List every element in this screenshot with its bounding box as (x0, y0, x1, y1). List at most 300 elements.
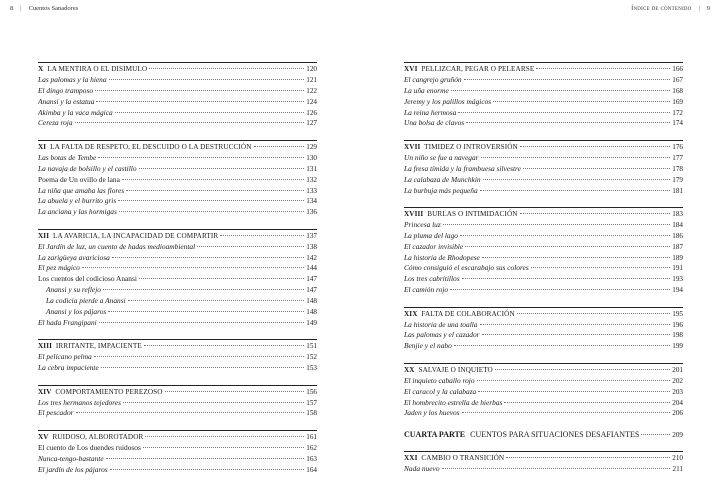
heading-text (38, 341, 142, 352)
toc-entry[interactable] (38, 443, 317, 454)
page-number: 169 (672, 97, 683, 106)
dot-leader (139, 278, 304, 279)
toc-entry[interactable] (404, 86, 683, 97)
toc-entry[interactable] (38, 465, 317, 476)
section-title: Índice de contenido (631, 4, 692, 12)
toc-entry[interactable] (38, 186, 317, 197)
page-number: 198 (672, 331, 683, 340)
entry-title: La abuela y el burrito gris (38, 196, 117, 206)
chapter-number: XV (38, 432, 49, 441)
dot-leader (95, 90, 304, 91)
dot-leader (482, 334, 671, 335)
chapter-title: FALTA DE COLABORACIÓN (421, 309, 515, 318)
chapter-heading-row[interactable] (38, 341, 317, 352)
dot-leader (495, 369, 670, 370)
toc-entry[interactable] (38, 274, 317, 285)
toc-entry[interactable] (404, 285, 683, 296)
dot-leader (197, 246, 304, 247)
page-number: 194 (672, 286, 683, 295)
dot-leader (504, 402, 670, 403)
page-number: 122 (306, 86, 317, 95)
toc-entry[interactable] (404, 387, 683, 398)
dot-leader (481, 157, 671, 158)
left-page-header (10, 0, 78, 16)
dot-leader (482, 257, 670, 258)
toc-entry[interactable] (404, 242, 683, 253)
entry-title: El camión rojo (404, 285, 449, 295)
chapter-heading-row[interactable] (38, 64, 317, 75)
toc-entry[interactable] (38, 242, 317, 253)
page-number: 191 (672, 264, 683, 273)
toc-entry[interactable] (404, 320, 683, 331)
page-number: 161 (306, 432, 317, 441)
toc-entry[interactable] (404, 274, 683, 285)
chapter-heading-row[interactable] (404, 209, 683, 220)
chapter-title: SALVAJE O INQUIETO (418, 365, 493, 374)
chapter-rule (404, 307, 683, 308)
toc-chapter (404, 451, 683, 475)
part-title: CUENTOS PARA SITUACIONES DESAFIANTES (470, 429, 640, 439)
heading-text (38, 387, 163, 398)
page-number: 124 (306, 97, 317, 106)
chapter-rule (38, 62, 317, 63)
section-spacer (404, 296, 683, 307)
dot-leader (94, 356, 304, 357)
chapter-rule (38, 339, 317, 340)
chapter-number: XXI (404, 454, 418, 463)
heading-text (404, 309, 515, 320)
page-number: 156 (306, 387, 317, 396)
dot-leader (139, 168, 305, 169)
heading-text (404, 430, 639, 441)
dot-leader (466, 122, 670, 123)
toc-entry[interactable] (38, 75, 317, 86)
right-page-number: 9 (706, 4, 710, 12)
dot-leader (108, 311, 304, 312)
chapter-number: XVII (404, 142, 421, 151)
toc-entry[interactable] (38, 118, 317, 129)
toc-entry[interactable] (404, 408, 683, 419)
entry-title: Los tres cabritillos (404, 274, 460, 284)
toc-entry[interactable] (38, 108, 317, 119)
page-number: 193 (672, 275, 683, 284)
left-page-number: 8 (10, 4, 14, 12)
page-number: 181 (672, 186, 683, 195)
dot-leader (123, 402, 304, 403)
dot-leader (149, 68, 304, 69)
toc-entry[interactable] (38, 175, 317, 186)
page-number: 129 (306, 142, 317, 151)
page-number: 183 (672, 209, 683, 218)
dot-leader (536, 68, 670, 69)
page-number: 152 (306, 353, 317, 362)
entry-title: Jeremy y los palillos mágicos (404, 96, 492, 106)
toc-entry[interactable] (38, 363, 317, 374)
chapter-number: XII (38, 231, 50, 240)
entry-title: La historia de Rhodopese (404, 252, 480, 262)
section-spacer (38, 218, 317, 229)
page-number: 130 (306, 153, 317, 162)
chapter-number: XVI (404, 65, 418, 73)
toc-entry[interactable] (404, 464, 683, 475)
dot-leader (465, 246, 670, 247)
section-spacer (404, 196, 683, 207)
chapter-number: XIX (404, 309, 418, 318)
chapter-rule (38, 385, 317, 386)
toc-entry[interactable] (404, 330, 683, 341)
page-number: 196 (672, 320, 683, 329)
heading-text (404, 142, 518, 153)
dot-leader (96, 101, 304, 102)
page-number: 195 (672, 309, 683, 318)
toc-entry[interactable] (38, 153, 317, 164)
entry-title: La niña que amaba las flores (38, 185, 125, 195)
entry-title: La navaja de bolsillo y el castillo (38, 163, 137, 173)
page-number: 209 (672, 430, 683, 439)
chapter-heading-row[interactable] (404, 453, 683, 464)
toc-chapter (404, 307, 683, 353)
chapter-number: X (38, 65, 44, 73)
chapter-heading-row[interactable] (404, 64, 683, 75)
toc-entry[interactable] (38, 86, 317, 97)
toc-entry[interactable] (38, 398, 317, 409)
toc-entry[interactable] (38, 408, 317, 419)
dot-leader (506, 457, 670, 458)
toc-entry[interactable] (404, 376, 683, 387)
page-number: 179 (672, 175, 683, 184)
dot-leader (462, 412, 671, 413)
entry-title: La zarigüeya avariciosa (38, 252, 110, 262)
page-number: 201 (672, 365, 683, 374)
toc-entry[interactable] (404, 186, 683, 197)
header-separator: | (20, 4, 22, 12)
toc-right-column (404, 62, 683, 475)
entry-title: La historia de una toalla (404, 319, 478, 329)
entry-title: La uña enorme (404, 85, 449, 95)
dot-leader (112, 257, 304, 258)
page-number: 149 (306, 318, 317, 327)
page-number: 127 (306, 119, 317, 128)
chapter-title: IRRITANTE, IMPACIENTE (55, 342, 142, 351)
entry-title: Jaden y los huevos (404, 408, 460, 418)
toc-chapter (404, 140, 683, 196)
toc-entry[interactable] (404, 398, 683, 409)
dot-leader (98, 157, 304, 158)
chapter-heading-row[interactable] (404, 365, 683, 376)
entry-title: Cómo consiguió el escarabajo sus colores (404, 263, 529, 273)
page-number: 177 (672, 153, 683, 162)
page-number: 162 (306, 443, 317, 452)
entry-title: El Jardín de luz, un cuento de hadas medioambiental (38, 241, 196, 251)
toc-entry[interactable] (38, 352, 317, 363)
part-heading-row[interactable] (404, 430, 683, 441)
page-number: 157 (306, 398, 317, 407)
section-spacer (38, 419, 317, 430)
chapter-number: XX (404, 365, 415, 374)
toc-entry[interactable] (38, 207, 317, 218)
page-number: 166 (672, 65, 683, 73)
entry-title: Poema de Un ovillo de lana (38, 174, 120, 184)
entry-title: La burbuja más pequeña (404, 185, 478, 195)
page-number: 133 (306, 186, 317, 195)
toc-chapter (404, 363, 683, 419)
toc-chapter (38, 430, 317, 476)
heading-text (404, 209, 518, 220)
chapter-heading-row[interactable] (404, 142, 683, 153)
entry-title: El pescador (38, 408, 74, 418)
dot-leader (118, 200, 304, 201)
dot-leader (119, 211, 304, 212)
entry-title: La fresa tímida y la frambuesa silvestre (404, 163, 521, 173)
heading-text (38, 64, 147, 75)
page-number: 147 (306, 275, 317, 284)
toc-entry[interactable] (38, 285, 317, 296)
dot-leader (478, 391, 670, 392)
dot-leader (477, 380, 671, 381)
dot-leader (523, 168, 670, 169)
page-number: 186 (672, 231, 683, 240)
page-number: 206 (672, 409, 683, 418)
dot-leader (220, 235, 304, 236)
toc-entry[interactable] (404, 341, 683, 352)
toc-entry[interactable] (404, 175, 683, 186)
chapter-heading-row[interactable] (38, 432, 317, 443)
page-number: 137 (306, 231, 317, 240)
dot-leader (517, 313, 670, 314)
toc-chapter (38, 339, 317, 374)
page-number: 211 (672, 465, 683, 474)
chapter-heading-row[interactable] (404, 309, 683, 320)
page-number: 189 (672, 253, 683, 262)
entry-title: El inquieto caballo rojo (404, 375, 475, 385)
page-number: 120 (306, 65, 317, 73)
toc-entry[interactable] (38, 196, 317, 207)
chapter-title: TIMIDEZ O INTROVERSIÓN (424, 142, 518, 151)
heading-text (38, 231, 218, 242)
page-number: 142 (306, 253, 317, 262)
chapter-rule (38, 229, 317, 230)
entry-title: Las botas de Tembe (38, 152, 97, 162)
chapter-title: CAMBIO O TRANSICIÓN (421, 454, 505, 463)
page-number: 151 (306, 342, 317, 351)
page-number: 210 (672, 454, 683, 463)
section-spacer (38, 129, 317, 140)
toc-entry[interactable] (38, 296, 317, 307)
entry-title: El cazador invisible (404, 241, 464, 251)
dot-leader (254, 146, 305, 147)
chapter-heading-row[interactable] (38, 387, 317, 398)
entry-title: El jardín de los pájaros (38, 464, 108, 474)
toc-entry[interactable] (404, 220, 683, 231)
chapter-title: COMPORTAMIENTO PEREZOSO (55, 387, 163, 396)
dot-leader (103, 289, 304, 290)
entry-title: La cebra impaciente (38, 363, 99, 373)
entry-title: Un niño se fue a navegar (404, 152, 479, 162)
dot-leader (450, 289, 670, 290)
dot-leader (460, 235, 670, 236)
book-title: Cuentos Sanadores (28, 4, 79, 12)
entry-title: Las palomas y la hiena (38, 74, 107, 84)
page-number: 187 (672, 242, 683, 251)
entry-title: Los cuentos del codicioso Anansi (38, 274, 137, 284)
page-number: 184 (672, 220, 683, 229)
toc-entry[interactable] (404, 118, 683, 129)
chapter-rule (404, 363, 683, 364)
entry-title: Nunca-tengo-bastante (38, 453, 104, 463)
section-spacer (404, 419, 683, 430)
entry-title: Akimba y la vaca mágica (38, 107, 113, 117)
entry-title: La pluma del lago (404, 230, 458, 240)
dot-leader (126, 190, 304, 191)
chapter-number: XI (38, 142, 47, 151)
entry-title: El cangrejo gruñón (404, 74, 462, 84)
dot-leader (454, 345, 670, 346)
dot-leader (145, 436, 304, 437)
chapter-rule (404, 140, 683, 141)
toc-entry[interactable] (38, 307, 317, 318)
toc-entry[interactable] (404, 153, 683, 164)
dot-leader (106, 458, 305, 459)
page-number: 174 (672, 119, 683, 128)
page-number: 203 (672, 387, 683, 396)
chapter-number: XIV (38, 387, 52, 396)
entry-title: La anciana y las hormigas (38, 207, 117, 217)
toc-entry[interactable] (404, 75, 683, 86)
toc-entry[interactable] (404, 97, 683, 108)
entry-title: El pez mágico (38, 263, 80, 273)
toc-entry[interactable] (38, 97, 317, 108)
chapter-rule (38, 430, 317, 431)
page-number: 126 (306, 108, 317, 117)
entry-title: Una bolsa de clavos (404, 118, 465, 128)
heading-text (38, 142, 252, 153)
toc-entry[interactable] (404, 164, 683, 175)
toc-entry[interactable] (404, 253, 683, 264)
toc-entry[interactable] (38, 263, 317, 274)
toc-entry[interactable] (404, 263, 683, 274)
page-number: 164 (306, 465, 317, 474)
chapter-rule (404, 207, 683, 208)
page-number: 136 (306, 208, 317, 217)
section-spacer (404, 441, 683, 452)
entry-title: Benjie y el nabo (404, 341, 452, 351)
toc-entry[interactable] (404, 108, 683, 119)
page-number: 153 (306, 364, 317, 373)
chapter-title: BURLAS O INTIMIDACIÓN (427, 209, 518, 218)
page-number: 168 (672, 86, 683, 95)
dot-leader (458, 112, 670, 113)
toc-left-column (38, 62, 317, 475)
dot-leader (144, 345, 304, 346)
dot-leader (143, 447, 304, 448)
entry-title: El pelícano pelma (38, 352, 92, 362)
entry-title: El dingo tramposo (38, 85, 94, 95)
section-spacer (38, 374, 317, 385)
page-number: 204 (672, 398, 683, 407)
heading-text (404, 453, 504, 464)
page-number: 131 (306, 164, 317, 173)
chapter-heading-row[interactable] (38, 231, 317, 242)
dot-leader (442, 468, 671, 469)
entry-title: Cereza roja (38, 118, 73, 128)
page-number: 148 (306, 308, 317, 316)
chapter-rule (404, 451, 683, 452)
chapter-number: XIII (38, 342, 52, 351)
dot-leader (480, 190, 671, 191)
dot-leader (99, 322, 305, 323)
toc-chapter (404, 207, 683, 296)
toc-chapter (38, 385, 317, 420)
dot-leader (483, 179, 671, 180)
page-number: 121 (306, 75, 317, 84)
entry-title: Princesa luz (404, 219, 441, 229)
toc-chapter (404, 62, 683, 129)
dot-leader (110, 469, 305, 470)
chapter-rule (38, 140, 317, 141)
entry-title: Anansi y su reflejo (46, 285, 101, 295)
page-number: 132 (306, 175, 317, 184)
toc-entry[interactable] (38, 164, 317, 175)
toc-chapter (38, 62, 317, 129)
page-number: 176 (672, 142, 683, 151)
page-number: 147 (306, 286, 317, 295)
page-number: 148 (306, 297, 317, 306)
page-number: 202 (672, 376, 683, 385)
heading-text (404, 64, 534, 75)
dot-leader (76, 412, 305, 413)
chapter-title: PELLIZCAR, PEGAR O PELEARSE (421, 65, 535, 73)
toc-chapter (38, 140, 317, 218)
page-number: 144 (306, 264, 317, 273)
dot-leader (641, 434, 670, 435)
dot-leader (75, 122, 305, 123)
entry-title: Anansi y la estatua (38, 96, 95, 106)
page-number: 172 (672, 108, 683, 117)
toc-entry[interactable] (404, 231, 683, 242)
entry-title: El caracol y la calabaza (404, 386, 477, 396)
chapter-title: LA FALTA DE RESPETO, EL DESCUIDO O LA DESTRUCCIÓN (50, 142, 252, 151)
entry-title: El hada Frangipani (38, 317, 97, 327)
entry-title: Los tres hermanos tejedores (38, 397, 122, 407)
section-spacer (38, 329, 317, 340)
header-separator: | (698, 4, 700, 12)
chapter-rule (404, 62, 683, 63)
heading-text (404, 365, 493, 376)
chapter-title: RUIDOSO, ALBOROTADOR (52, 432, 144, 441)
dot-leader (480, 324, 671, 325)
entry-title: El cuento de Los duendes ruidosos (38, 442, 141, 452)
dot-leader (464, 79, 671, 80)
entry-title: La reina hermosa (404, 107, 457, 117)
chapter-heading-row[interactable] (38, 142, 317, 153)
dot-leader (115, 112, 305, 113)
dot-leader (493, 101, 670, 102)
toc-entry[interactable] (38, 454, 317, 465)
dot-leader (128, 300, 305, 301)
dot-leader (109, 79, 305, 80)
toc-entry[interactable] (38, 253, 317, 264)
entry-title: Anansi y los pájaros (46, 307, 107, 316)
toc-entry[interactable] (38, 318, 317, 329)
dot-leader (82, 267, 304, 268)
dot-leader (531, 267, 670, 268)
dot-leader (451, 90, 670, 91)
chapter-title: LA AVARICIA, LA INCAPACIDAD DE COMPARTIR (53, 231, 219, 240)
entry-title: Las palomas y el cazador (404, 330, 480, 340)
entry-title: La codicia pierde a Anansi (46, 296, 126, 306)
section-spacer (404, 129, 683, 140)
entry-title: La calabaza de Munchkin (404, 174, 481, 184)
